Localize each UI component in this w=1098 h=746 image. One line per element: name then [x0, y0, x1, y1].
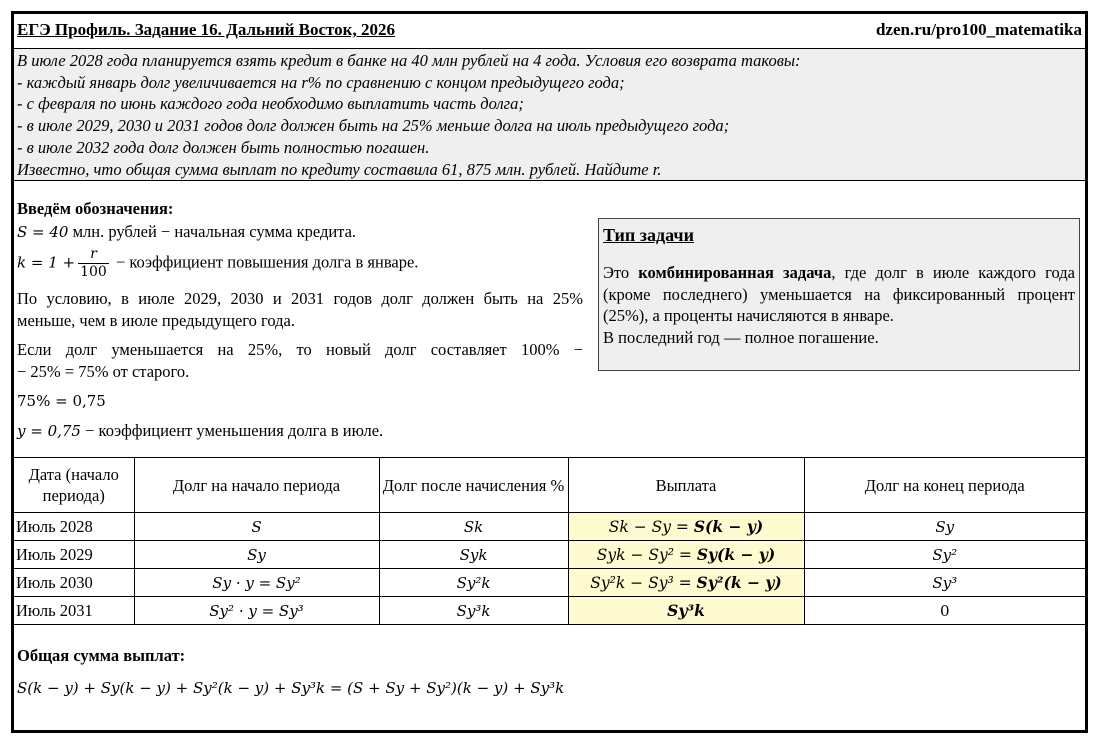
- payment-cell: [568, 513, 804, 541]
- total-formula-line: [17, 677, 564, 700]
- start-debt-formula: Sy² · y = Sy³: [209, 601, 304, 620]
- decrease-text: [17, 339, 583, 382]
- end-debt-formula: Sy²: [932, 545, 958, 564]
- payment-cell: [568, 569, 804, 597]
- payment-result: Sy³k: [667, 600, 705, 620]
- problem-line: - в июле 2032 года долг должен быть полностью погашен.: [17, 137, 430, 157]
- column-header: Долг на начало периода: [134, 458, 379, 513]
- end-debt-cell: [804, 513, 1085, 541]
- s-formula: S = 40: [17, 223, 69, 241]
- column-header: Долг на конец периода: [804, 458, 1085, 513]
- end-debt-formula: Sy: [935, 517, 955, 536]
- decrease-line: − 25% = 75% от старого.: [17, 361, 190, 381]
- end-debt-formula: Sy³: [932, 573, 958, 592]
- column-header: Долг после начисления %: [379, 458, 568, 513]
- start-debt-formula: S: [251, 517, 262, 536]
- column-header: Дата (начало периода): [14, 458, 134, 513]
- notation-k: [17, 246, 418, 281]
- after-interest-cell: [379, 569, 568, 597]
- payment-result: Sy(k − y): [696, 544, 776, 564]
- after-interest-formula: Syk: [459, 545, 488, 564]
- column-header: Выплата: [568, 458, 804, 513]
- y-description: − коэффициент уменьшения долга в июле.: [80, 421, 384, 440]
- problem-line: Известно, что общая сумма выплат по кредиту составила 61, 875 млн. рублей. Найдите r.: [17, 159, 662, 179]
- problem-statement: [14, 49, 1085, 181]
- table-row: [14, 513, 1085, 541]
- start-debt-cell: [134, 513, 379, 541]
- end-debt-formula: 0: [939, 601, 950, 620]
- table-row: [14, 597, 1085, 625]
- s-description: млн. рублей − начальная сумма кредита.: [68, 222, 357, 241]
- payment-formula: Sy²k − Sy³ =: [590, 573, 697, 592]
- total-formula: S(k − y) + Sy(k − y) + Sy²(k − y) + Sy³k = (S + Sy + Sy²)(k − y) + Sy³k: [17, 679, 565, 697]
- k-fraction-denominator: 100: [80, 264, 107, 280]
- end-debt-cell: [804, 569, 1085, 597]
- start-debt-cell: [134, 597, 379, 625]
- task-type-text: , где долг в июле каждого года (кроме последнего) уменьшается на фиксированный процент (25%), а проценты начисляются в январе.: [603, 263, 1076, 325]
- condition-line: По условию, в июле 2029, 2030 и 2031 годов долг должен быть на 25%: [17, 289, 583, 308]
- page-frame: [11, 11, 1088, 733]
- date-cell: Июль 2031: [14, 597, 134, 625]
- after-interest-formula: Sk: [463, 517, 484, 536]
- page-title: ЕГЭ Профиль. Задание 16. Дальний Восток, 2026: [17, 20, 395, 39]
- date-cell: Июль 2030: [14, 569, 134, 597]
- task-type-title: Тип задачи: [603, 225, 694, 245]
- task-type-last-line: В последний год — полное погашение.: [603, 327, 879, 347]
- total-heading: Общая сумма выплат:: [17, 646, 186, 665]
- problem-line: - в июле 2029, 2030 и 2031 годов долг должен быть на 25% меньше долга на июль предыдущего года;: [17, 116, 730, 136]
- condition-line: меньше, чем в июле предыдущего года.: [17, 310, 295, 330]
- task-type-emphasis: комбинированная задача: [638, 263, 832, 282]
- start-debt-cell: [134, 569, 379, 597]
- notation-heading: Введём обозначения:: [17, 199, 174, 218]
- percent-conversion: [17, 390, 106, 413]
- percent-formula: 75% = 0,75: [17, 392, 106, 410]
- problem-line: - с февраля по июнь каждого года необходимо выплатить часть долга;: [17, 94, 524, 114]
- y-formula: y = 0,75: [17, 422, 81, 440]
- date-cell: Июль 2029: [14, 541, 134, 569]
- problem-line: В июле 2028 года планируется взять кредит в банке на 40 млн рублей на 4 года. Условия его возврата таковы:: [17, 51, 801, 70]
- header-bar: [14, 14, 1085, 49]
- payment-result: Sy²(k − y): [696, 572, 782, 592]
- end-debt-cell: [804, 541, 1085, 569]
- decrease-line: Если долг уменьшается на 25%, то новый долг составляет 100% −: [17, 340, 583, 359]
- k-fraction-numerator: r: [78, 246, 109, 264]
- site-link[interactable]: dzen.ru/pro100_matematika: [875, 20, 1082, 39]
- start-debt-formula: Sy: [247, 545, 266, 564]
- task-type-box: [598, 218, 1080, 371]
- task-type-body: [603, 262, 1075, 327]
- payment-cell: [568, 597, 804, 625]
- date-cell: Июль 2028: [14, 513, 134, 541]
- table-header-row: [14, 458, 1085, 513]
- payment-formula: Sk − Sy =: [608, 517, 694, 536]
- start-debt-cell: [134, 541, 379, 569]
- payment-result: S(k − y): [693, 516, 764, 536]
- after-interest-cell: [379, 597, 568, 625]
- k-description: − коэффициент повышения долга в январе.: [111, 252, 419, 272]
- task-type-text: Это: [603, 263, 639, 282]
- end-debt-cell: [804, 597, 1085, 625]
- table-row: [14, 569, 1085, 597]
- after-interest-cell: [379, 541, 568, 569]
- k-formula: k = 1 +: [17, 253, 76, 272]
- payment-formula: Syk − Sy² =: [596, 545, 697, 564]
- after-interest-formula: Sy³k: [456, 601, 491, 620]
- payment-cell: [568, 541, 804, 569]
- condition-text: [17, 288, 583, 331]
- after-interest-formula: Sy²k: [456, 573, 491, 592]
- problem-line: - каждый январь долг увеличивается на r% по сравнению с концом предыдущего года;: [17, 72, 625, 92]
- notation-y: [17, 420, 383, 443]
- payment-table: [14, 457, 1085, 625]
- after-interest-cell: [379, 513, 568, 541]
- start-debt-formula: Sy · y = Sy²: [212, 573, 301, 592]
- notation-s: [17, 221, 356, 244]
- table-row: [14, 541, 1085, 569]
- k-fraction: [78, 246, 109, 281]
